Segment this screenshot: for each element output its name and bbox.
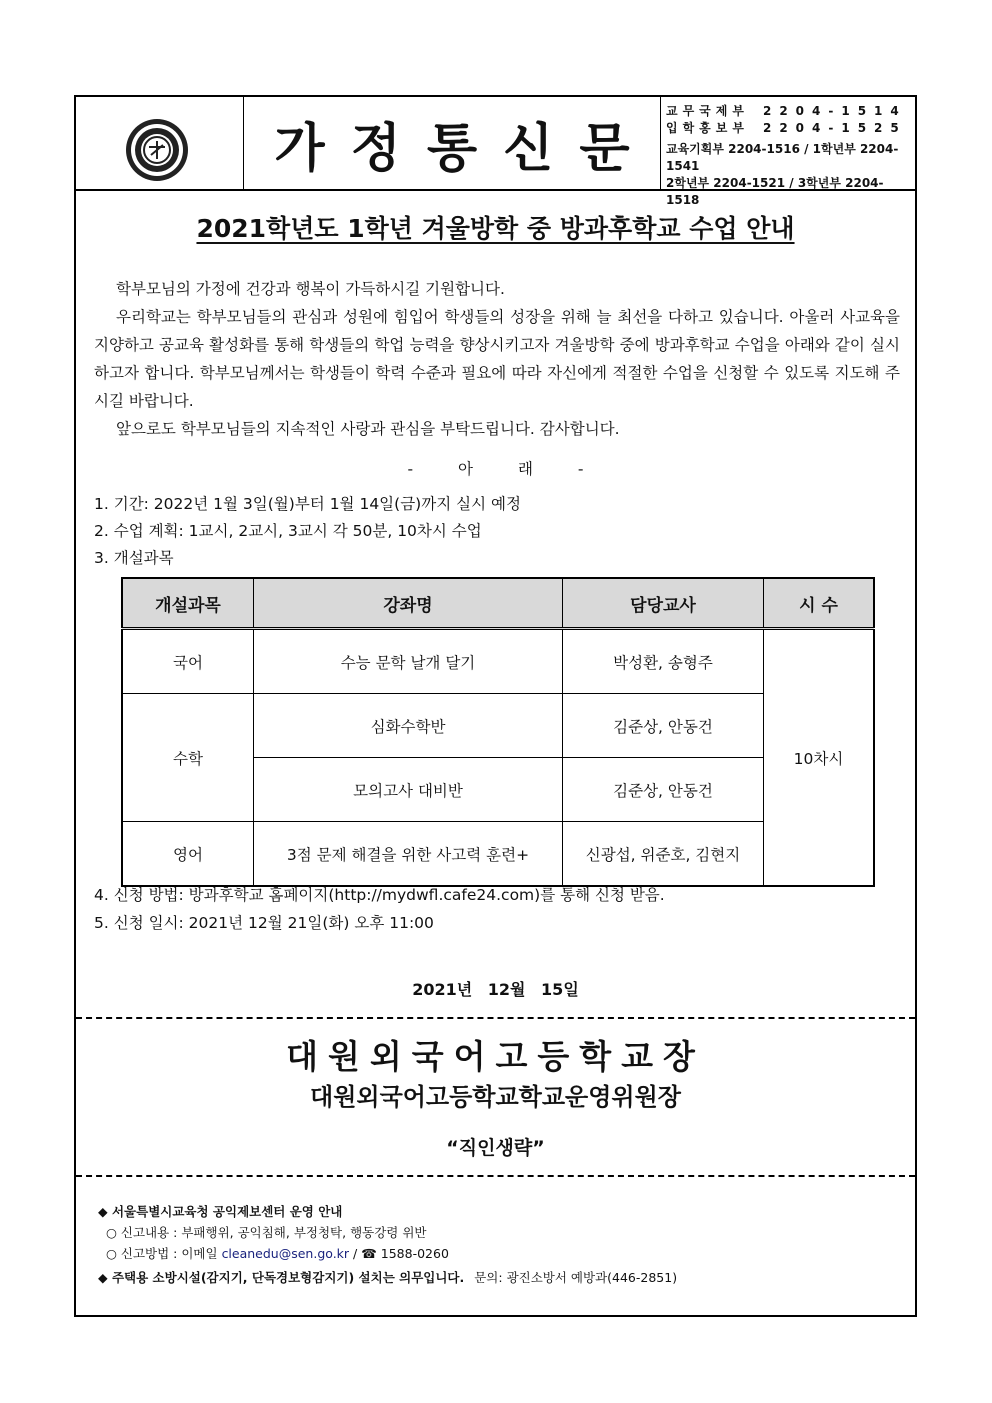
item-period: 1. 기간: 2022년 1월 3일(월)부터 1월 14일(금)까지 실시 예정 <box>94 495 521 513</box>
table-row <box>122 629 874 694</box>
email-link[interactable]: cleanedu@sen.go.kr <box>221 1246 350 1261</box>
body-text <box>94 275 900 443</box>
center-mark <box>76 457 915 479</box>
contact-line-1 <box>666 103 916 120</box>
cell-course: 3점 문제 해결을 위한 사고력 훈련+ <box>254 822 563 887</box>
contact-line-4: 2학년부 2204-1521 / 3학년부 2204-1518 <box>666 176 884 207</box>
cell-subject: 영어 <box>122 822 254 887</box>
fire-notice-contact: 문의: 광진소방서 예방과(446-2851) <box>474 1270 678 1285</box>
cell-teacher: 신광섭, 위준호, 김현지 <box>563 822 764 887</box>
dashed-divider-top <box>76 1017 915 1019</box>
header-subject: 개설과목 <box>122 578 254 629</box>
issue-date: 2021년 12월 15일 <box>412 980 579 999</box>
cell-teacher: 김준상, 안동건 <box>563 694 764 758</box>
cell-subject: 수학 <box>122 694 254 822</box>
contact-line-3: 교육기획부 2204-1516 / 1학년부 2204-1541 <box>666 142 899 173</box>
notice-line-2-suffix: / ☎ 1588-0260 <box>353 1246 449 1261</box>
committee-signature: 대원외국어고등학교학교운영위원장 <box>310 1083 681 1111</box>
header-hours: 시 수 <box>764 578 875 629</box>
footer-notice <box>98 1201 677 1288</box>
notice-line-2 <box>106 1243 677 1264</box>
table-row <box>122 822 874 887</box>
contact-label: 입학홍보부 <box>666 121 749 135</box>
cell-hours: 10차시 <box>764 629 875 887</box>
notice-line-1: ○ 신고내용 : 부패행위, 공익침해, 부정청탁, 행동강령 위반 <box>106 1225 427 1240</box>
contact-numbers <box>666 103 916 209</box>
item-courses: 3. 개설과목 <box>94 549 174 567</box>
cell-teacher: 박성환, 송형주 <box>563 629 764 694</box>
header-course: 강좌명 <box>254 578 563 629</box>
paragraph-closing: 앞으로도 학부모님들의 지속적인 사랑과 관심을 부탁드립니다. 감사합니다. <box>116 420 620 438</box>
table-header-row <box>122 578 874 629</box>
notice-title: ◆ 서울특별시교육청 공익제보센터 운영 안내 <box>98 1204 343 1219</box>
center-mark-text: - 아 래 - <box>407 460 584 478</box>
contact-number: 2204-1514 <box>762 104 907 118</box>
fire-notice <box>98 1267 677 1288</box>
table-row <box>122 694 874 758</box>
course-table <box>121 577 875 887</box>
cell-subject: 국어 <box>122 629 254 694</box>
notice-line-2-prefix: ○ 신고방법 : 이메일 <box>106 1246 218 1261</box>
cell-teacher: 김준상, 안동건 <box>563 758 764 822</box>
principal-signature: 대원외국어고등학교장 <box>286 1037 705 1076</box>
document-title: 가정통신문 <box>274 118 656 179</box>
paragraph-main: 우리학교는 학부모님들의 관심과 성원에 힘입어 학생들의 성장을 위해 늘 최선을 다하고 있습니다. 아울러 사교육을 지양하고 공교육 활성화를 통해 학생들의 학업 능력을 향상시키고자 겨울방학 중에 방과후학교 수업을 아래와 같이 실시하고자 합니다. 학부모님께서는 학생들이 학력 수준과 필요에 따라 자신에게 적절한 수업을 신청할 수 있도록 지도해 주시길 바랍니다. <box>94 308 900 410</box>
title-cell <box>244 97 661 189</box>
logo-cell <box>76 97 244 189</box>
school-emblem-icon <box>124 117 190 183</box>
paragraph-greeting: 학부모님의 가정에 건강과 행복이 가득하시길 기원합니다. <box>116 280 505 298</box>
document-frame <box>74 95 917 1317</box>
item-list <box>94 491 521 572</box>
item-list-2 <box>94 881 665 937</box>
header <box>76 97 915 207</box>
seal-omitted-note: “직인생략” <box>446 1137 545 1159</box>
cell-course: 수능 문학 날개 달기 <box>254 629 563 694</box>
contact-line-2 <box>666 120 916 137</box>
cell-course: 심화수학반 <box>254 694 563 758</box>
header-teacher: 담당교사 <box>563 578 764 629</box>
dashed-divider-bottom <box>76 1175 915 1177</box>
item-plan: 2. 수업 계획: 1교시, 2교시, 3교시 각 50분, 10차시 수업 <box>94 522 482 540</box>
fire-notice-text: ◆ 주택용 소방시설(감지기, 단독경보형감지기) 설치는 의무입니다. <box>98 1270 465 1285</box>
item-application-method: 4. 신청 방법: 방과후학교 홈페이지(http://mydwfl.cafe24.com)를 통해 신청 받음. <box>94 886 665 904</box>
contact-number: 2204-1525 <box>762 121 907 135</box>
cell-course: 모의고사 대비반 <box>254 758 563 822</box>
notice-heading: 2021학년도 1학년 겨울방학 중 방과후학교 수업 안내 <box>196 214 795 243</box>
item-application-date: 5. 신청 일시: 2021년 12월 21일(화) 오후 11:00 <box>94 914 434 932</box>
contact-label: 교무국제부 <box>666 104 749 118</box>
